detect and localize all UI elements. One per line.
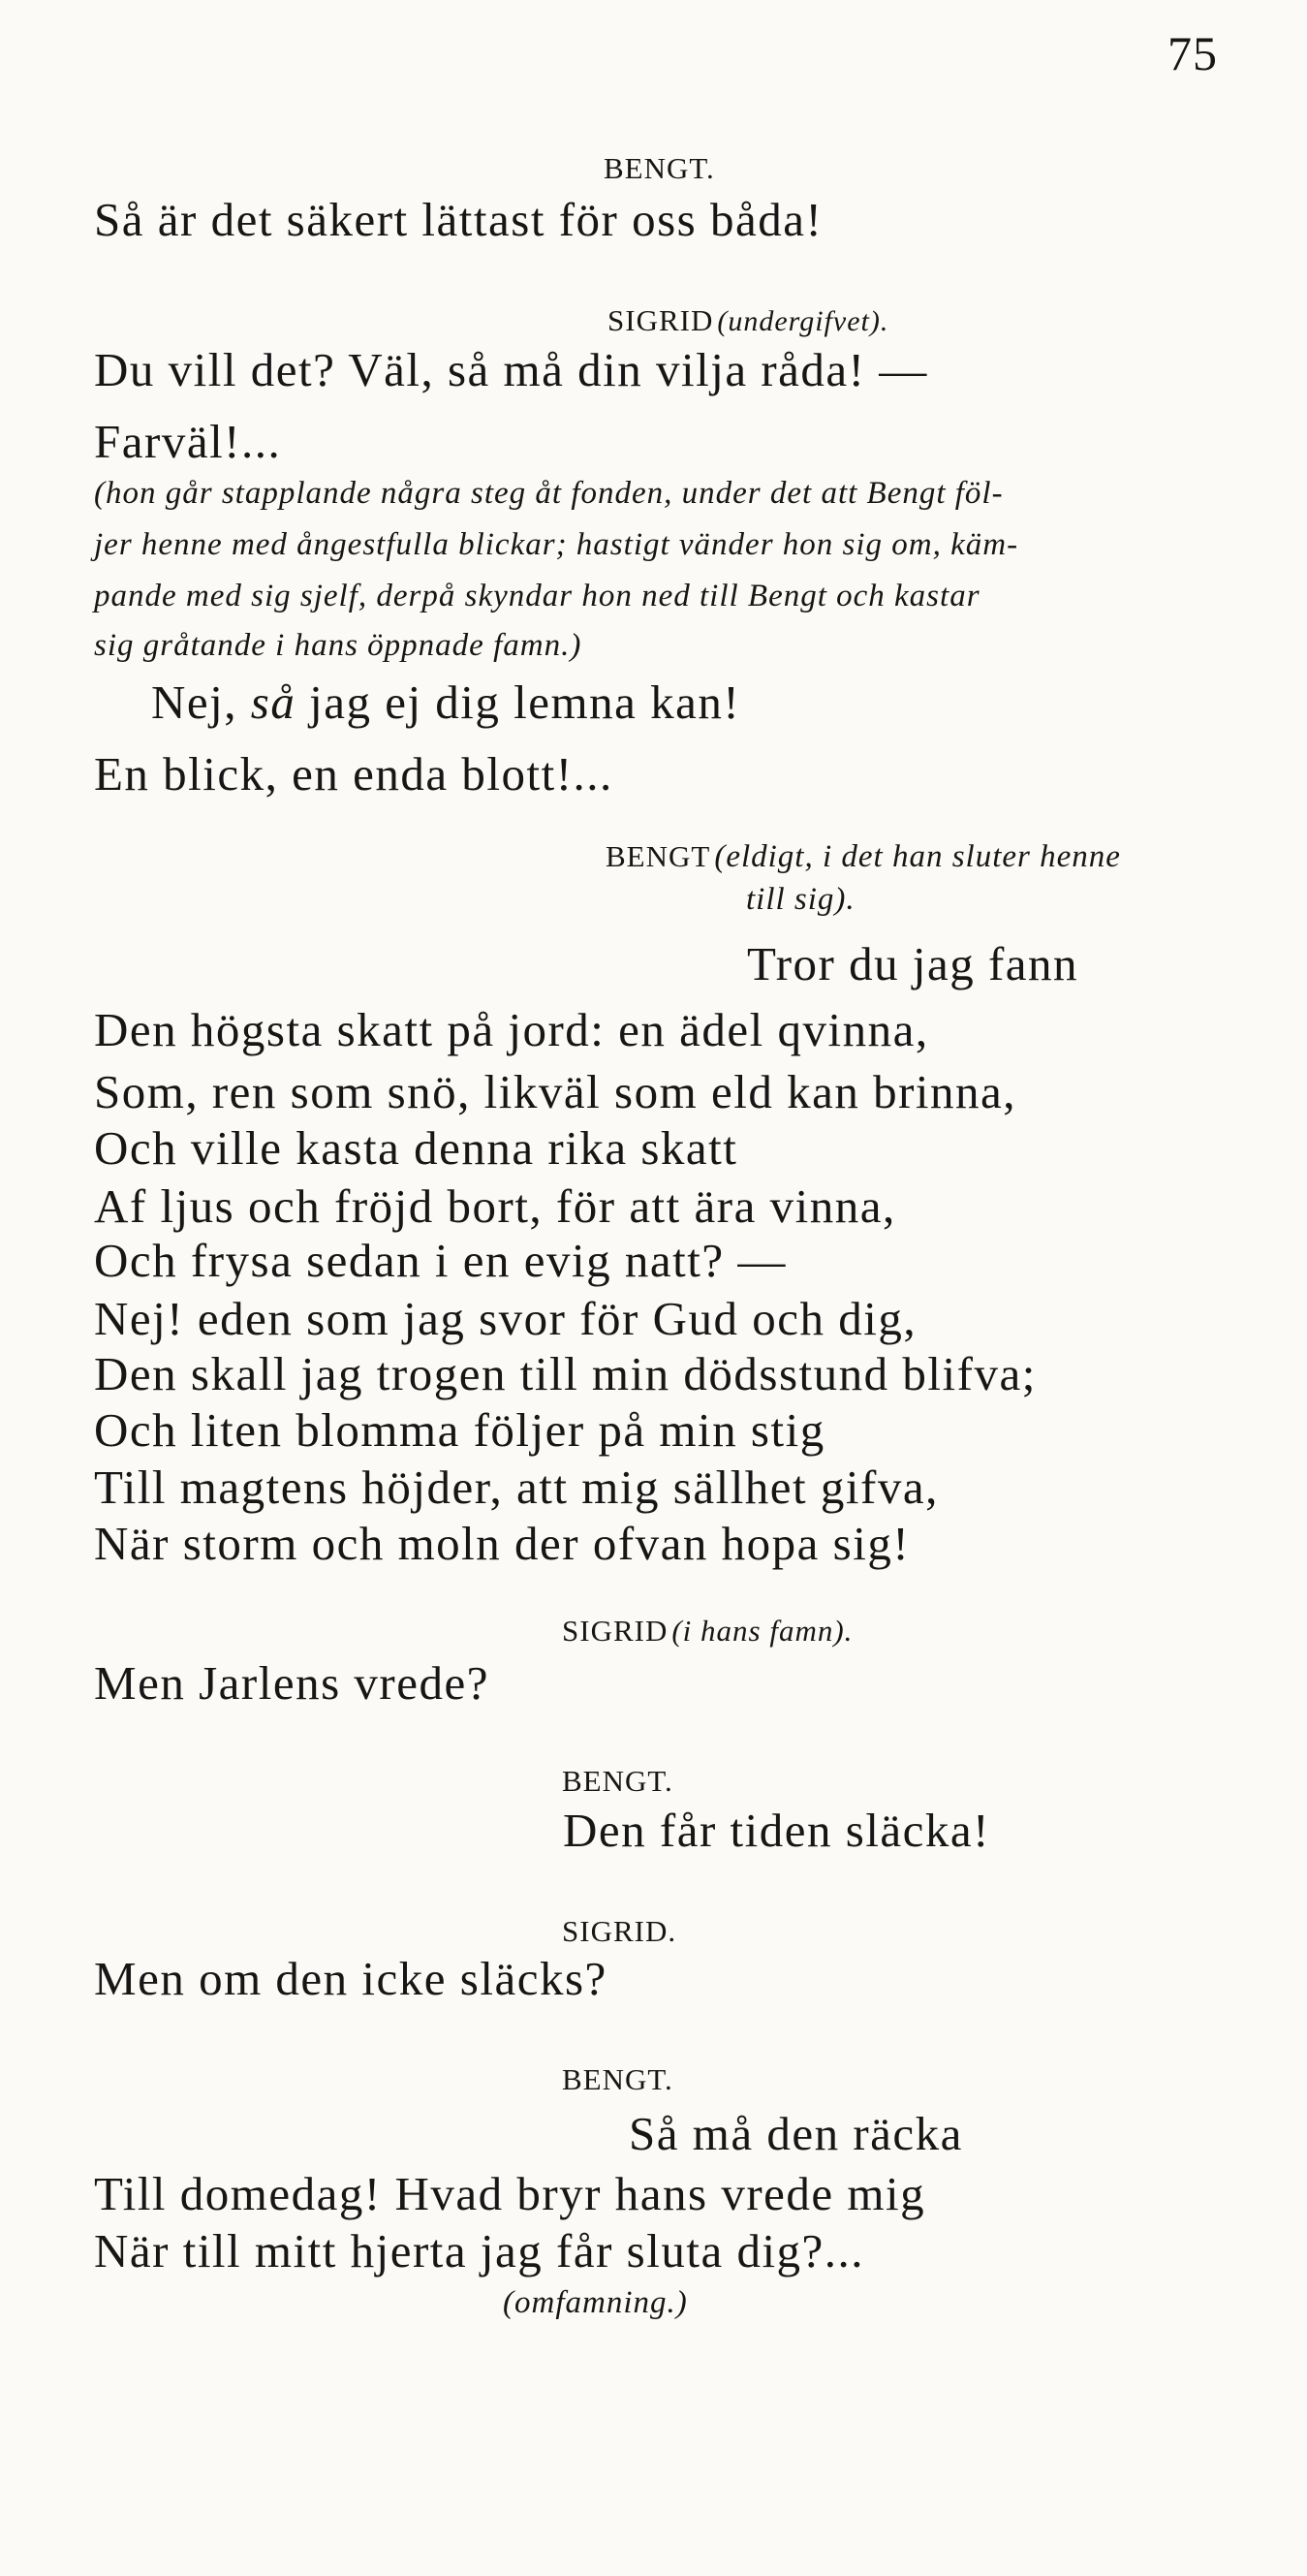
verse-line: Som, ren som snö, likväl som eld kan brinna, xyxy=(94,1065,1016,1118)
stage-direction: (undergifvet). xyxy=(717,305,889,337)
speaker-label: BENGT. xyxy=(562,2062,673,2096)
verse-line: Och frysa sedan i en evig natt? — xyxy=(94,1234,787,1287)
stage-direction: (eldigt, i det han sluter henne xyxy=(714,839,1121,874)
speaker-cue xyxy=(606,841,1121,873)
verse-line: Tror du jag fann xyxy=(747,937,1079,990)
stage-direction: (i hans famn). xyxy=(671,1614,854,1648)
verse-line xyxy=(151,675,741,729)
verse-text: jag ej dig lemna kan! xyxy=(296,675,741,729)
verse-line: Till domedag! Hvad bryr hans vrede mig xyxy=(94,2167,926,2220)
verse-text: Nej, xyxy=(151,675,251,729)
verse-line: När till mitt hjerta jag får sluta dig?... xyxy=(94,2224,865,2278)
verse-line: Nej! eden som jag svor för Gud och dig, xyxy=(94,1292,918,1345)
verse-line: Och liten blomma följer på min stig xyxy=(94,1403,825,1457)
verse-line: Men om den icke släcks? xyxy=(94,1952,607,2005)
speaker-label: BENGT xyxy=(606,839,711,873)
verse-line: Af ljus och fröjd bort, för att ära vinna, xyxy=(94,1179,896,1233)
verse-line: Och ville kasta denna rika skatt xyxy=(94,1121,738,1175)
stage-direction-line: sig gråtande i hans öppnade famn.) xyxy=(94,628,582,663)
stage-direction-line: jer henne med ångestfulla blickar; hastigt vänder hon sig om, käm- xyxy=(94,527,1019,562)
verse-line: En blick, en enda blott!... xyxy=(94,747,613,801)
stage-direction-line: pande med sig sjelf, derpå skyndar hon ned till Bengt och kastar xyxy=(94,579,980,613)
verse-line: Den skall jag trogen till min dödsstund blifva; xyxy=(94,1347,1037,1400)
speaker-label: BENGT. xyxy=(562,1764,673,1798)
speaker-label: SIGRID xyxy=(607,303,714,337)
stage-direction-line: till sig). xyxy=(746,882,856,917)
verse-line: Men Jarlens vrede? xyxy=(94,1656,489,1710)
stage-direction-line: (omfamning.) xyxy=(503,2285,688,2320)
verse-line: Den får tiden släcka! xyxy=(563,1804,990,1857)
verse-line: Till magtens höjder, att mig sällhet gifva, xyxy=(94,1461,939,1514)
speaker-label: BENGT. xyxy=(604,151,715,185)
verse-line: Den högsta skatt på jord: en ädel qvinna, xyxy=(94,1003,929,1056)
verse-line: När storm och moln der ofvan hopa sig! xyxy=(94,1517,911,1570)
verse-line: Så är det säkert lättast för oss båda! xyxy=(94,193,824,246)
speaker-cue xyxy=(607,305,888,336)
page-number: 75 xyxy=(1167,26,1218,80)
stage-direction-line: (hon går stapplande några steg åt fonden, under det att Bengt föl- xyxy=(94,476,1004,511)
speaker-label: SIGRID xyxy=(562,1614,669,1648)
emphasis-text: så xyxy=(250,675,296,729)
verse-line: Du vill det? Väl, så må din vilja råda! — xyxy=(94,343,928,396)
speaker-cue xyxy=(562,1616,853,1646)
verse-line: Farväl!... xyxy=(94,415,282,468)
speaker-label: SIGRID. xyxy=(562,1914,677,1948)
verse-line: Så må den räcka xyxy=(629,2107,963,2160)
